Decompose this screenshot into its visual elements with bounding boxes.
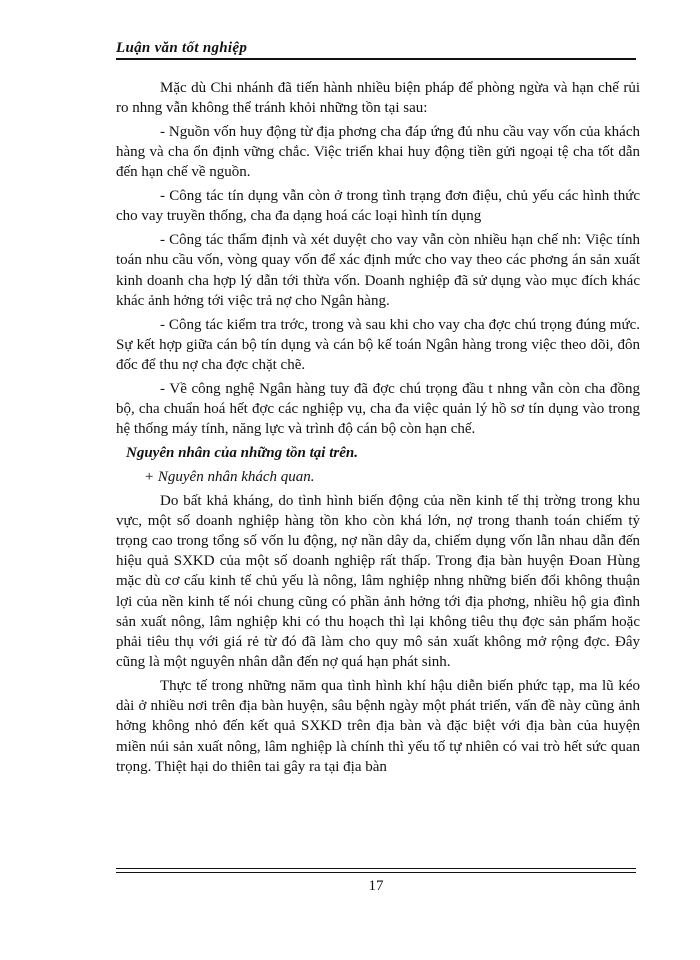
section-heading: Nguyên nhân của những tồn tại trên. [126,445,358,462]
page-number: 17 [368,878,384,894]
footer-rule [116,868,636,869]
paragraph: - Công tác thẩm định và xét duyệt cho vay vẫn còn nhiều hạn chế nh: Việc tính toán nhu cầu vốn, vòng quay vốn để xác định mức cho vay theo các phơng án sản xuất kinh doanh cha hợp lý dẫn tới thừa vốn. Doanh nghiệp đã sử dụng vào mục đích khác khác ảnh hởng tới việc trả nợ cho Ngân hàng. [116,232,640,309]
header-title: Luận văn tốt nghiệp [116,40,248,56]
document-body [116,78,640,781]
header-rule [116,58,636,60]
footer-rule [116,872,636,873]
paragraph: - Công tác tín dụng vẫn còn ở trong tình trạng đơn điệu, chủ yếu các hình thức cho vay truyền thống, cha đa dạng hoá các loại hình tín dụng [116,188,640,225]
paragraph: - Công tác kiểm tra trớc, trong và sau khi cho vay cha đợc chú trọng đúng mức. Sự kết hợp giữa cán bộ tín dụng và cán bộ kế toán Ngân hàng trong việc theo dõi, đôn đốc để thu nợ cha đợc chặt chẽ. [116,316,640,374]
paragraph: - Về công nghệ Ngân hàng tuy đã đợc chú trọng đầu t nhng vẫn còn cha đồng bộ, cha chuẩn hoá hết đợc các nghiệp vụ, cha đa việc quản lý hồ sơ tín dụng vào trong hệ thống máy tính, năng lực và trình độ cán bộ còn hạn chế. [116,380,640,438]
paragraph: Do bất khả kháng, do tình hình biến động của nền kinh tế thị trờng trong khu vực, một số doanh nghiệp hàng tồn kho còn khá lớn, nợ trong thanh toán chiếm tỷ trọng cao trong tổng số vốn lu động, nợ nần dây da, chiếm dụng vốn lẫn nhau dẫn đến hiệu quả SXKD của một số doanh nghiệp rất thấp. Trong địa bàn huyện Đoan Hùng mặc dù cơ cấu kinh tế chủ yếu là nông, lâm nghiệp nhng những biến đổi không thuận lợi của nền kinh tế nói chung cũng có phần ảnh hởng tới địa phơng, nhiều hộ gia đình sản xuất nông, lâm nghiệp khi có thu hoạch thì lại không tiêu thụ đợc sản phẩm hoặc phải tiêu thụ với giá rẻ từ đó đã làm cho quy mô sản xuất không mở rộng đợc. Đây cũng là một nguyên nhân dẫn đến nợ quá hạn phát sinh. [116,492,640,671]
paragraph: Mặc dù Chi nhánh đã tiến hành nhiều biện pháp để phòng ngừa và hạn chế rủi ro nhng vẫn không thể tránh khỏi những tồn tại sau: [116,80,640,117]
paragraph: Thực tế trong những năm qua tình hình khí hậu diễn biến phức tạp, ma lũ kéo dài ở nhiều nơi trên địa bàn huyện, sâu bệnh ngày một phát triển, vấn đề này cũng ảnh hởng không nhỏ đến kết quả SXKD trên địa bàn và đặc biệt với địa bàn của huyện miền núi sản xuất nông, lâm nghiệp là chính thì yếu tố tự nhiên có vai trò hết sức quan trọng. Thiệt hại do thiên tai gây ra tại địa bàn [116,678,640,775]
page-header [116,38,636,62]
paragraph: - Nguồn vốn huy động từ địa phơng cha đáp ứng đủ nhu cầu vay vốn của khách hàng và cha ổn định vững chắc. Việc triển khai huy động tiền gửi ngoại tệ cha tốt dẫn đến hạn chế về nguồn. [116,124,640,181]
sub-heading: + Nguyên nhân khách quan. [144,468,315,485]
